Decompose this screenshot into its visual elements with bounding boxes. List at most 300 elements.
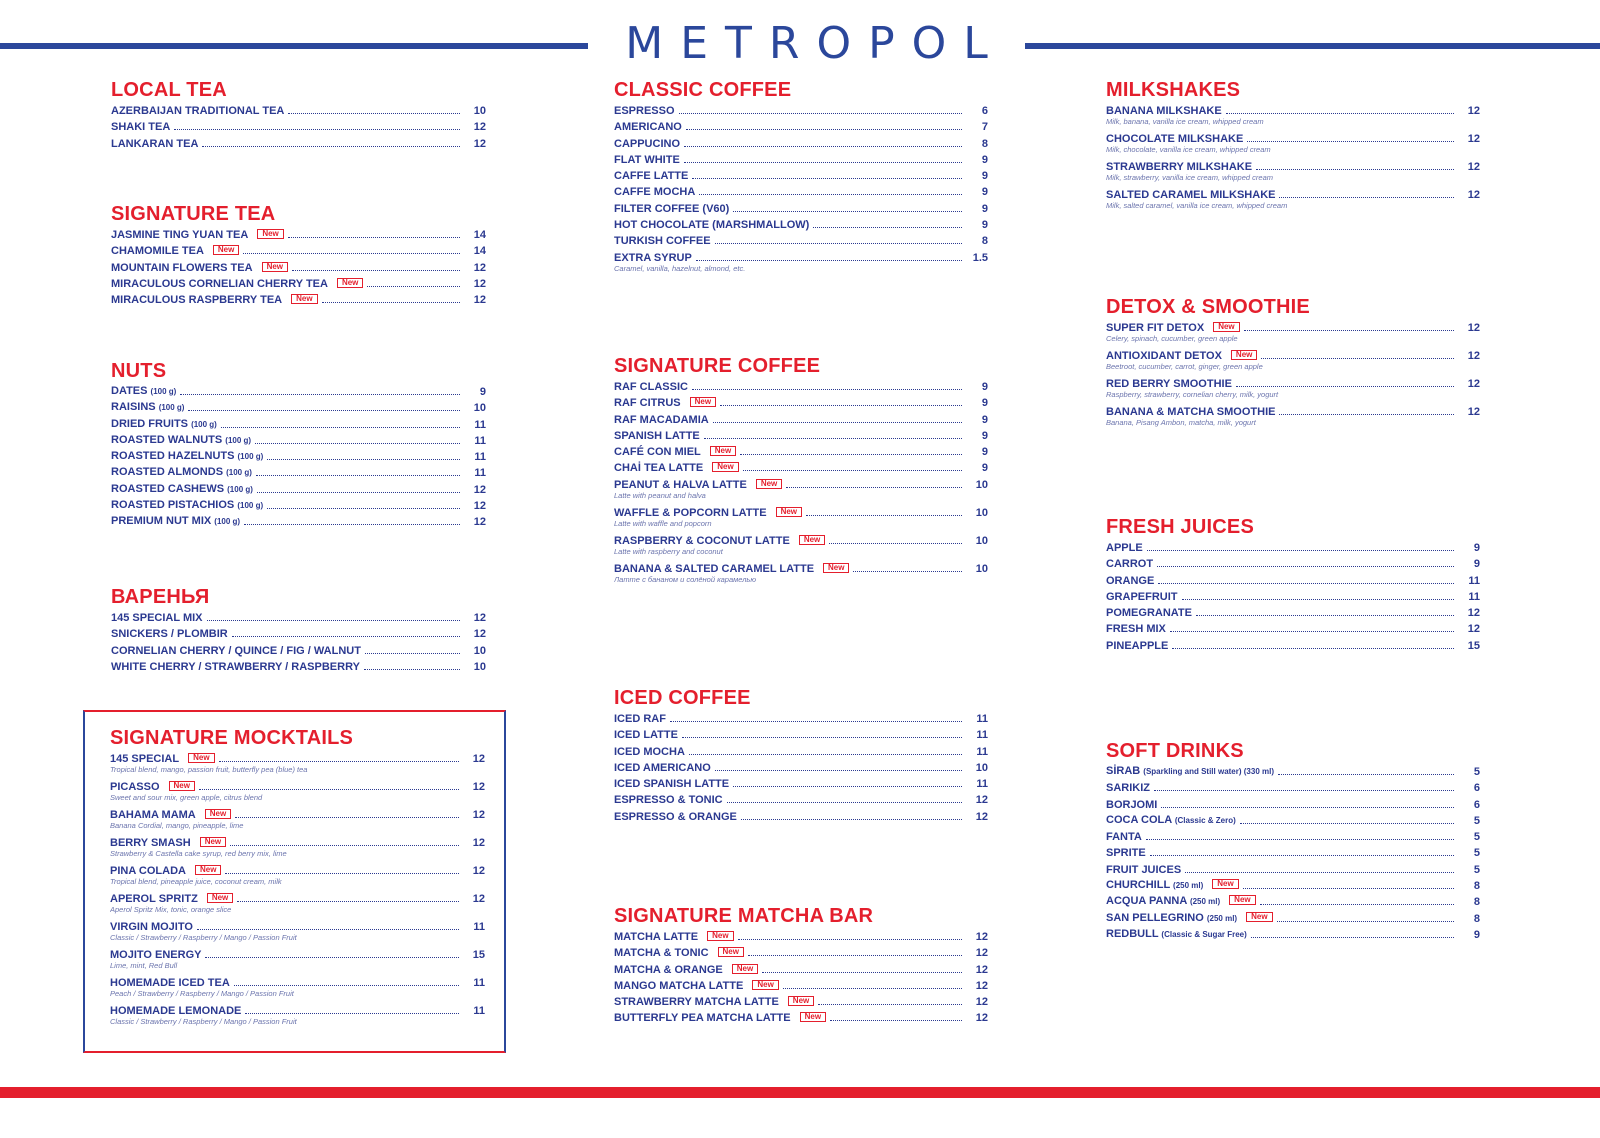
section-classic-coffee xyxy=(614,80,988,280)
item-name-text: MOUNTAIN FLOWERS TEA xyxy=(111,261,253,274)
menu-item-line xyxy=(614,170,988,182)
item-name xyxy=(1106,591,1178,603)
dot-leader xyxy=(740,454,962,455)
dot-leader xyxy=(267,459,460,460)
item-price: 12 xyxy=(473,121,486,134)
menu-item-line xyxy=(110,865,485,877)
brand-logo: METROPOL xyxy=(625,18,1005,69)
item-name xyxy=(1106,105,1222,117)
dot-leader xyxy=(237,901,459,902)
menu-item xyxy=(614,381,988,393)
item-description: Sweet and sour mix, green apple, citrus blend xyxy=(110,793,263,802)
dot-leader xyxy=(1157,566,1454,567)
menu-item-line xyxy=(110,949,485,961)
item-name-text: FLAT WHITE xyxy=(614,153,680,166)
menu-item-line xyxy=(614,563,988,575)
section-title: FRESH JUICES xyxy=(1106,516,1254,538)
menu-item xyxy=(614,235,988,247)
dot-leader xyxy=(733,211,962,212)
item-name-text: RED BERRY SMOOTHIE xyxy=(1106,378,1232,390)
item-name xyxy=(110,1005,241,1017)
menu-item xyxy=(1106,591,1480,603)
menu-item-line xyxy=(1106,896,1480,908)
item-name-text: ROASTED PISTACHIOS xyxy=(111,499,235,512)
item-price: 15 xyxy=(472,949,485,961)
item-name xyxy=(1106,350,1257,362)
dot-leader xyxy=(235,817,459,818)
menu-item-line xyxy=(111,105,486,117)
new-badge: New xyxy=(1212,879,1238,889)
menu-item xyxy=(614,947,988,959)
item-name xyxy=(110,893,233,905)
dot-leader xyxy=(257,492,460,493)
item-name xyxy=(614,778,729,790)
item-unit: (100 g) xyxy=(237,452,264,462)
menu-item xyxy=(111,229,486,241)
item-name-text: SHAKI TEA xyxy=(111,121,171,134)
menu-item-line xyxy=(111,386,486,398)
item-name-text: POMEGRANATE xyxy=(1106,607,1192,620)
menu-item xyxy=(111,402,486,414)
item-name xyxy=(614,397,716,409)
item-name-text: CAFFE LATTE xyxy=(614,170,689,183)
item-name xyxy=(110,949,201,961)
item-name-text: MIRACULOUS CORNELIAN CHERRY TEA xyxy=(111,277,328,290)
menu-item-line xyxy=(614,414,988,426)
menu-item xyxy=(111,516,486,528)
item-price: 7 xyxy=(981,121,988,134)
menu-item xyxy=(614,563,988,584)
item-price: 12 xyxy=(472,893,485,905)
item-description: Aperol Spritz Mix, tonic, orange slice xyxy=(110,905,232,914)
item-unit: (250 ml) xyxy=(1206,913,1238,923)
dot-leader xyxy=(1243,888,1454,889)
item-name xyxy=(614,1012,826,1024)
item-description: Celery, spinach, cucumber, green apple xyxy=(1106,334,1238,343)
menu-item xyxy=(1106,406,1480,427)
menu-item xyxy=(614,154,988,166)
dot-leader xyxy=(806,515,962,516)
menu-item-line xyxy=(614,203,988,215)
item-name-text: ROASTED ALMONDS xyxy=(111,466,224,479)
dot-leader xyxy=(197,929,459,930)
header-rule-left xyxy=(0,43,588,49)
menu-item xyxy=(1106,640,1480,652)
menu-item-line xyxy=(110,977,485,989)
section-soft-drinks xyxy=(1106,741,1480,945)
item-name xyxy=(111,483,253,496)
item-name xyxy=(111,245,239,257)
item-price: 11 xyxy=(474,418,486,431)
item-name-text: ICED SPANISH LATTE xyxy=(614,778,730,791)
item-name-text: FRUIT JUICES xyxy=(1106,863,1182,876)
dot-leader xyxy=(733,786,962,787)
menu-item-line xyxy=(1106,350,1480,362)
menu-item-line xyxy=(111,484,486,496)
menu-item xyxy=(614,811,988,823)
dot-leader xyxy=(748,955,962,956)
dot-leader xyxy=(1172,648,1454,649)
menu-item-line xyxy=(111,435,486,447)
dot-leader xyxy=(786,487,962,488)
item-description: Tropical blend, pineapple juice, coconut cream, milk xyxy=(110,877,282,886)
new-badge: New xyxy=(1213,322,1239,332)
item-unit: (100 g) xyxy=(237,501,264,511)
dot-leader xyxy=(288,113,460,114)
item-name-text: MATCHA & TONIC xyxy=(614,947,709,960)
item-description: Latte with peanut and halva xyxy=(614,490,706,500)
item-price: 10 xyxy=(975,562,988,575)
menu-item-line xyxy=(614,762,988,774)
item-name xyxy=(110,837,226,849)
menu-item xyxy=(111,105,486,117)
new-badge: New xyxy=(752,980,778,990)
item-name xyxy=(1106,640,1168,652)
item-name xyxy=(111,450,263,463)
menu-item-line xyxy=(1106,406,1480,418)
menu-item-line xyxy=(110,893,485,905)
dot-leader xyxy=(783,988,962,989)
item-description: Latte with raspberry and coconut xyxy=(614,546,723,556)
item-price: 12 xyxy=(473,137,486,150)
dot-leader xyxy=(207,620,461,621)
section-signature-coffee xyxy=(614,356,988,591)
item-name xyxy=(111,401,184,414)
menu-item xyxy=(111,294,486,306)
item-name xyxy=(1106,607,1192,619)
new-badge: New xyxy=(169,781,195,791)
item-name xyxy=(1106,558,1153,570)
dot-leader xyxy=(199,789,459,790)
dot-leader xyxy=(364,669,460,670)
item-name xyxy=(111,138,198,150)
item-price: 11 xyxy=(1468,574,1480,587)
menu-item-line xyxy=(111,516,486,528)
item-name-text: CORNELIAN CHERRY / QUINCE / FIG / WALNUT xyxy=(111,644,361,657)
section-iced-coffee xyxy=(614,688,988,827)
menu-item xyxy=(614,931,988,943)
menu-item xyxy=(614,980,988,992)
menu-item xyxy=(110,893,485,914)
item-name-text: PICASSO xyxy=(110,781,160,793)
item-unit: (250 ml) xyxy=(1173,881,1204,891)
section-nuts xyxy=(111,361,486,533)
menu-item-line xyxy=(614,462,988,474)
item-name xyxy=(111,105,284,117)
item-price: 6 xyxy=(1473,798,1480,811)
menu-item xyxy=(614,430,988,442)
item-price: 12 xyxy=(975,1012,988,1025)
menu-item-line xyxy=(614,381,988,393)
item-price: 12 xyxy=(975,979,988,992)
item-description: Tropical blend, mango, passion fruit, butterfly pea (blue) tea xyxy=(110,765,308,774)
item-price: 12 xyxy=(975,947,988,960)
section-signature-tea xyxy=(111,204,486,310)
menu-item-line xyxy=(110,837,485,849)
item-description: Raspberry, strawberry, cornelian cherry, milk, yogurt xyxy=(1106,390,1279,399)
item-description: Latte with waffle and popcorn xyxy=(614,518,712,528)
item-name xyxy=(614,121,682,133)
item-name xyxy=(1106,895,1256,908)
item-name-text: BUTTERFLY PEA MATCHA LATTE xyxy=(614,1012,791,1025)
section-title: SIGNATURE TEA xyxy=(111,203,276,225)
menu-item xyxy=(614,479,988,500)
menu-item xyxy=(1106,880,1480,892)
item-price: 8 xyxy=(1473,896,1480,909)
menu-item-line xyxy=(110,1005,485,1017)
menu-item xyxy=(614,794,988,806)
menu-item-line xyxy=(111,628,486,640)
item-name-text: BANANA & SALTED CARAMEL LATTE xyxy=(614,562,815,575)
item-name-text: SİRAB xyxy=(1106,765,1141,777)
item-name xyxy=(110,977,230,989)
section-title: CLASSIC COFFEE xyxy=(614,79,792,101)
item-price: 12 xyxy=(473,483,486,496)
item-unit: (100 g) xyxy=(158,403,185,413)
menu-item xyxy=(1106,623,1480,635)
item-price: 11 xyxy=(976,729,988,742)
menu-item-line xyxy=(614,778,988,790)
menu-item-line xyxy=(111,262,486,274)
menu-item-line xyxy=(614,964,988,976)
menu-item-line xyxy=(1106,133,1480,145)
item-price: 9 xyxy=(981,186,988,199)
menu-item xyxy=(111,419,486,431)
item-price: 9 xyxy=(981,413,988,426)
menu-item-line xyxy=(614,235,988,247)
dot-leader xyxy=(692,389,962,390)
new-badge: New xyxy=(788,996,814,1006)
item-price: 12 xyxy=(1467,378,1480,390)
section-title: ВАРЕНЬЯ xyxy=(111,586,210,608)
menu-item xyxy=(614,138,988,150)
item-price: 12 xyxy=(473,516,486,529)
menu-item xyxy=(1106,864,1480,876)
section-title: ICED COFFEE xyxy=(614,687,751,709)
section-title: DETOX & SMOOTHIE xyxy=(1106,296,1310,318)
item-description: Peach / Strawberry / Raspberry / Mango / Passion Fruit xyxy=(110,989,294,998)
item-price: 12 xyxy=(975,810,988,823)
dot-leader xyxy=(205,957,459,958)
item-price: 9 xyxy=(981,446,988,459)
item-name xyxy=(614,105,675,117)
menu-item xyxy=(110,865,485,886)
menu-item xyxy=(111,612,486,624)
menu-item xyxy=(111,386,486,398)
item-description: Banana, Pisang Ambon, matcha, milk, yogurt xyxy=(1106,418,1256,427)
item-name-text: SAN PELLEGRINO xyxy=(1106,911,1204,924)
item-name-text: SPRITE xyxy=(1106,847,1146,860)
item-price: 10 xyxy=(473,644,486,657)
item-name-text: SUPER FIT DETOX xyxy=(1106,322,1205,334)
dot-leader xyxy=(255,443,460,444)
item-name-text: MIRACULOUS RASPBERRY TEA xyxy=(111,294,283,307)
menu-item xyxy=(1106,378,1480,399)
item-name xyxy=(1106,864,1181,876)
item-price: 12 xyxy=(975,931,988,943)
menu-item-line xyxy=(1106,607,1480,619)
item-price: 11 xyxy=(976,778,988,791)
section-local-tea xyxy=(111,80,486,154)
item-price: 12 xyxy=(472,781,485,793)
item-name xyxy=(1106,161,1252,173)
menu-item xyxy=(614,252,988,273)
item-price: 10 xyxy=(473,105,486,117)
dot-leader xyxy=(1277,921,1454,922)
item-price: 12 xyxy=(1467,189,1480,201)
dot-leader xyxy=(1147,550,1454,551)
menu-item xyxy=(1106,831,1480,843)
menu-item-line xyxy=(614,105,988,117)
item-price: 14 xyxy=(473,245,486,258)
item-name xyxy=(614,964,758,976)
new-badge: New xyxy=(1231,350,1257,360)
menu-item-line xyxy=(110,753,485,765)
item-name-text: WAFFLE & POPCORN LATTE xyxy=(614,506,767,519)
item-price: 12 xyxy=(472,809,485,821)
item-name xyxy=(614,203,729,215)
item-name xyxy=(111,294,318,306)
menu-item-line xyxy=(111,121,486,133)
item-name-text: FILTER COFFEE (V60) xyxy=(614,202,730,215)
menu-item-line xyxy=(614,446,988,458)
menu-item-line xyxy=(614,138,988,150)
menu-item-line xyxy=(1106,913,1480,925)
item-price: 8 xyxy=(981,137,988,150)
dot-leader xyxy=(180,394,460,395)
dot-leader xyxy=(696,260,962,261)
menu-item xyxy=(1106,133,1480,154)
item-price: 10 xyxy=(975,534,988,547)
section-signature-matcha-bar xyxy=(614,906,988,1029)
item-name xyxy=(614,980,779,992)
item-price: 5 xyxy=(1473,847,1480,860)
item-name-text: TURKISH COFFEE xyxy=(614,235,711,248)
item-name-text: BORJOMI xyxy=(1106,798,1158,811)
item-name xyxy=(614,138,680,150)
menu-item-line xyxy=(110,781,485,793)
dot-leader xyxy=(1236,386,1454,387)
dot-leader xyxy=(188,410,460,411)
menu-item xyxy=(614,964,988,976)
item-price: 11 xyxy=(474,434,486,447)
dot-leader xyxy=(174,129,460,130)
item-name-text: HOMEMADE ICED TEA xyxy=(110,977,230,989)
menu-item xyxy=(614,996,988,1008)
item-name xyxy=(1106,912,1273,925)
item-price: 12 xyxy=(1467,161,1480,173)
dot-leader xyxy=(367,286,460,287)
dot-leader xyxy=(713,422,962,423)
menu-item xyxy=(614,762,988,774)
item-name xyxy=(614,931,734,943)
item-name xyxy=(614,729,678,741)
new-badge: New xyxy=(262,262,288,272)
menu-item xyxy=(110,1005,485,1026)
item-name-text: PEANUT & HALVA LATTE xyxy=(614,478,747,491)
menu-item xyxy=(111,661,486,673)
menu-item-line xyxy=(110,921,485,933)
menu-item-line xyxy=(614,931,988,943)
menu-item-line xyxy=(1106,378,1480,390)
dot-leader xyxy=(720,405,962,406)
menu-item-line xyxy=(111,138,486,150)
new-badge: New xyxy=(732,964,758,974)
new-badge: New xyxy=(200,837,226,847)
dot-leader xyxy=(682,737,962,738)
menu-item-line xyxy=(614,219,988,231)
dot-leader xyxy=(1146,839,1454,840)
menu-item-line xyxy=(614,996,988,1008)
item-price: 12 xyxy=(975,794,988,807)
item-unit: (100 g) xyxy=(150,387,177,396)
dot-leader xyxy=(686,129,962,130)
item-price: 9 xyxy=(981,170,988,183)
item-name xyxy=(1106,133,1243,145)
section-title: NUTS xyxy=(111,360,167,382)
item-name-text: RAF MACADAMIA xyxy=(614,413,709,426)
item-description: Milk, salted caramel, vanilla ice cream, whipped cream xyxy=(1106,201,1288,210)
menu-item-line xyxy=(1106,640,1480,652)
menu-item-line xyxy=(111,451,486,463)
menu-item xyxy=(1106,929,1480,941)
item-name xyxy=(110,753,215,765)
dot-leader xyxy=(743,470,962,471)
item-price: 9 xyxy=(981,429,988,442)
new-badge: New xyxy=(1229,895,1255,905)
item-unit: (Sparkling and Still water) (330 ml) xyxy=(1143,767,1274,776)
item-price: 8 xyxy=(981,235,988,248)
item-price: 9 xyxy=(1473,928,1480,941)
item-name-text: AMERICANO xyxy=(614,121,682,134)
item-price: 9 xyxy=(981,381,988,393)
item-description: Banana Cordial, mango, pineapple, lime xyxy=(110,821,244,830)
item-name xyxy=(1106,782,1150,794)
item-name-text: MANGO MATCHA LATTE xyxy=(614,979,744,992)
section-title: SIGNATURE COFFEE xyxy=(614,355,821,377)
menu-item-line xyxy=(1106,105,1480,117)
menu-item-line xyxy=(1106,623,1480,635)
item-name-text: MOJITO ENERGY xyxy=(110,949,202,961)
item-name-text: ESPRESSO & ORANGE xyxy=(614,810,737,823)
dot-leader xyxy=(704,438,962,439)
item-description: Caramel, vanilla, hazelnut, almond, etc. xyxy=(614,263,746,273)
menu-item-line xyxy=(1106,322,1480,334)
dot-leader xyxy=(684,162,962,163)
item-price: 1.5 xyxy=(972,251,988,264)
section-signature-mocktails xyxy=(110,728,485,1033)
dot-leader xyxy=(853,571,962,572)
item-name-text: CARROT xyxy=(1106,558,1154,571)
item-name xyxy=(614,762,711,774)
item-name-text: RAF CLASSIC xyxy=(614,381,688,393)
dot-leader xyxy=(813,227,962,228)
item-name xyxy=(614,252,692,264)
item-name xyxy=(614,746,685,758)
dot-leader xyxy=(1278,774,1454,775)
new-badge: New xyxy=(756,479,782,489)
menu-item-line xyxy=(1106,766,1480,778)
item-name xyxy=(614,154,680,166)
item-name xyxy=(614,462,739,474)
item-name xyxy=(614,996,814,1008)
item-name xyxy=(111,661,360,673)
item-price: 5 xyxy=(1473,766,1480,778)
dot-leader xyxy=(1251,937,1454,938)
dot-leader xyxy=(689,754,962,755)
menu-item xyxy=(614,105,988,117)
menu-item-line xyxy=(614,811,988,823)
